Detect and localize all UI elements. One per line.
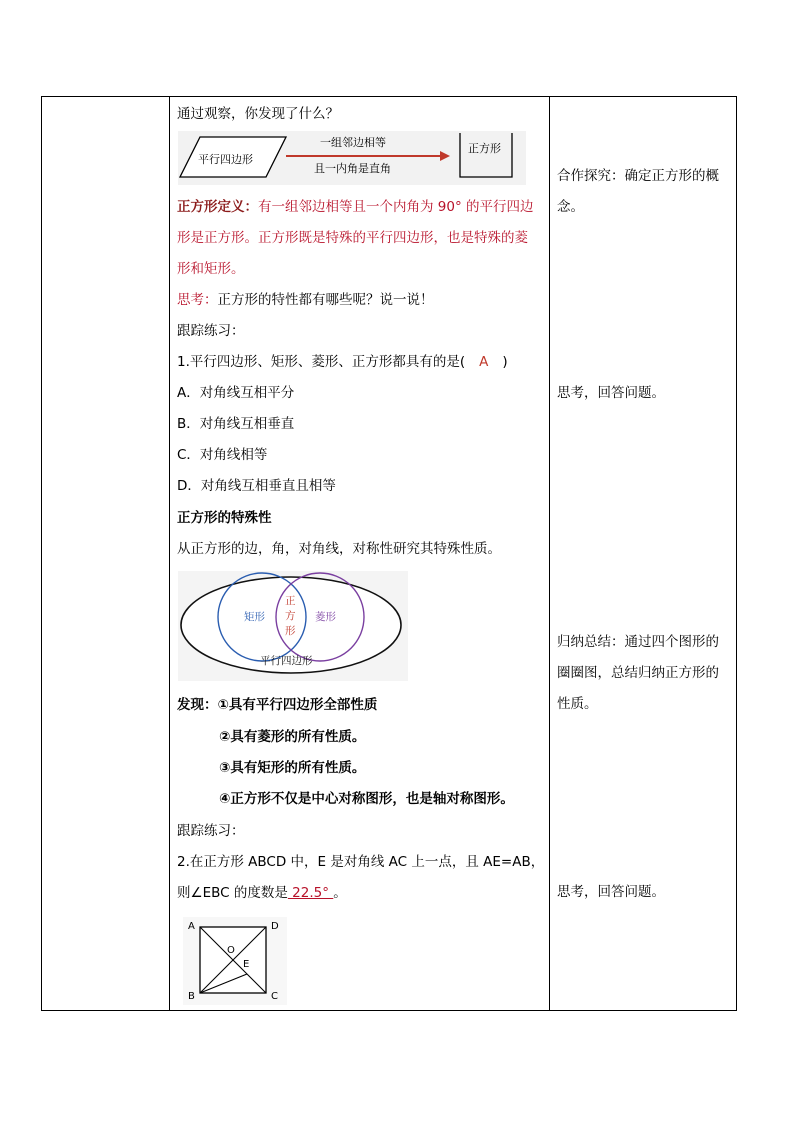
- practice2-label: 跟踪练习：: [177, 823, 245, 839]
- venn-center-3: 形: [285, 625, 296, 637]
- definition-label: 正方形定义：: [177, 199, 258, 215]
- arrow-top-label: 一组邻边相等: [320, 136, 386, 149]
- label-e: E: [243, 959, 250, 970]
- venn-right-label: 菱形: [315, 611, 336, 623]
- venn-svg: [178, 571, 408, 681]
- venn-diagram: [178, 571, 408, 681]
- definition-line-1: [177, 197, 534, 217]
- q1-option-c: C．对角线相等: [177, 447, 268, 463]
- label-c: C: [271, 991, 278, 1002]
- lesson-table: [41, 96, 737, 1011]
- definition-line-2: 形是正方形。正方形既是特殊的平行四边形，也是特殊的菱: [177, 230, 528, 246]
- special-text: 从正方形的边，角，对角线，对称性研究其特殊性质。: [177, 541, 501, 557]
- q1-close: ): [502, 354, 508, 370]
- definition-line-3: 形和矩形。: [177, 261, 245, 277]
- finding-1-text: ①具有平行四边形全部性质: [217, 697, 378, 713]
- special-title: 正方形的特殊性: [177, 510, 272, 526]
- label-a: A: [188, 921, 195, 932]
- finding-2: ②具有菱形的所有性质。: [219, 729, 366, 745]
- q2-answer: 22.5°: [287, 885, 334, 901]
- label-d: D: [271, 921, 279, 932]
- note-cooperative-explore: 合作探究：确定正方形的概念。: [557, 168, 719, 215]
- think-label: 思考：: [177, 292, 218, 308]
- think-text: 正方形的特性都有哪些呢？说一说！: [217, 292, 434, 308]
- square-svg: [183, 917, 287, 1005]
- q1-option-d: D．对角线互相垂直且相等: [177, 478, 336, 494]
- label-o: O: [227, 945, 235, 956]
- q2-pre: 则∠EBC 的度数是: [177, 885, 288, 901]
- finding-4: ④正方形不仅是中心对称图形，也是轴对称图形。: [219, 791, 514, 807]
- finding-3: ③具有矩形的所有性质。: [219, 760, 366, 776]
- column-divider-left: [169, 97, 170, 1010]
- left-box-label: 平行四边形: [198, 153, 253, 166]
- q2-end: 。: [333, 885, 347, 901]
- transform-diagram: [178, 131, 526, 185]
- parallelogram-to-square-diagram: [178, 131, 526, 185]
- venn-outer-label: 平行四边形: [260, 655, 313, 667]
- q1-option-b: B．对角线互相垂直: [177, 416, 295, 432]
- note-think-answer-2: 思考，回答问题。: [557, 884, 665, 900]
- note-think-answer-1: 思考，回答问题。: [557, 385, 665, 401]
- definition-text-1: 有一组邻边相等且一个内角为 90° 的平行四边: [258, 199, 534, 215]
- question-2-line-1: 2.在正方形 ABCD 中，E 是对角线 AC 上一点，且 AE=AB，: [177, 854, 545, 870]
- finding-1: [177, 695, 377, 715]
- venn-center-2: 方: [285, 610, 296, 622]
- q1-stem: 1.平行四边形、矩形、菱形、正方形都具有的是(: [177, 354, 466, 370]
- question-1: [177, 352, 508, 372]
- square-abcd-diagram: [183, 917, 287, 1005]
- column-divider-right: [549, 97, 550, 1010]
- q1-option-a: A．对角线互相平分: [177, 385, 295, 401]
- think-line: [177, 290, 434, 310]
- arrow-bottom-label: 且一内角是直角: [314, 162, 391, 175]
- label-b: B: [188, 991, 195, 1002]
- practice1-label: 跟踪练习：: [177, 323, 245, 339]
- note-summary: 归纳总结：通过四个图形的圈圈图，总结归纳正方形的性质。: [557, 634, 719, 712]
- venn-left-label: 矩形: [244, 611, 265, 623]
- venn-center-1: 正: [285, 595, 296, 607]
- question-2-line-2: [177, 883, 347, 903]
- q1-answer: A: [479, 354, 489, 370]
- right-box-label: 正方形: [468, 142, 501, 155]
- intro-question: 通过观察，你发现了什么？: [177, 106, 339, 122]
- findings-label: 发现：: [177, 697, 218, 713]
